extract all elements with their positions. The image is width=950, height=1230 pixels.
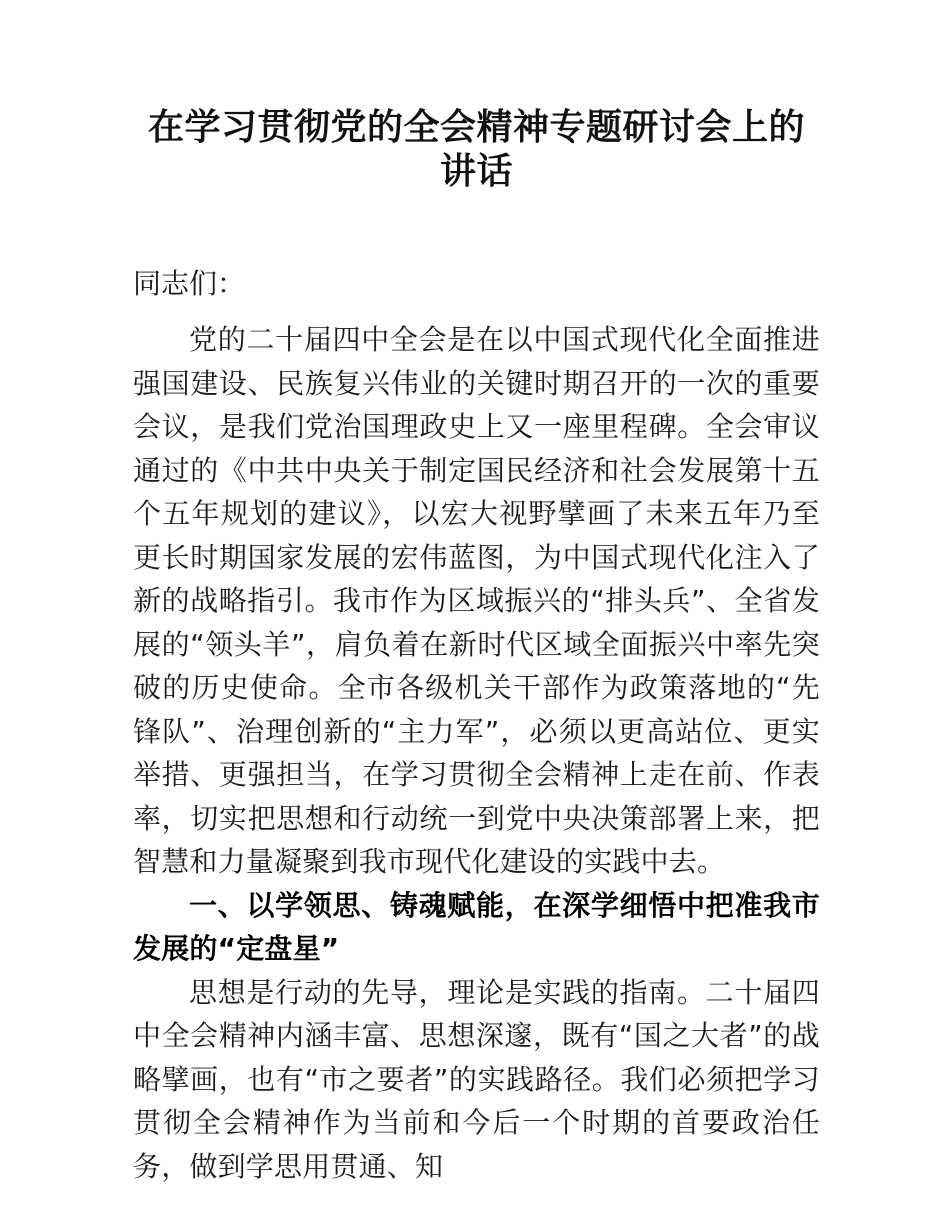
paragraph-opening: 党的二十届四中全会是在以中国式现代化全面推进强国建设、民族复兴伟业的关键时期召开的一次的重要会议，是我们党治国理政史上又一座里程碑。全会审议通过的《中共中央关于制定国民经济和社会发展第十五个五年规划的建议》，以宏大视野擘画了未来五年乃至更长时期国家发展的宏伟蓝图，为中国式现代化注入了新的战略指引。我市作为区域振兴的“排头兵”、全省发展的“领头羊”，肩负着在新时代区域全面振兴中率先突破的历史使命。全市各级机关干部作为政策落地的“先锋队”、治理创新的“主力军”，必须以更高站位、更实举措、更强担当，在学习贯彻全会精神上走在前、作表率，切实把思想和行动统一到党中央决策部署上来，把智慧和力量凝聚到我市现代化建设的实践中去。 [133,323,820,878]
section-heading-one: 一、以学领思、铸魂赋能，在深学细悟中把准我市发展的“定盘星” [133,888,820,965]
salutation: 同志们： [133,267,246,300]
page-title: 在学习贯彻党的全会精神专题研讨会上的讲话 [147,106,805,192]
body-text-flow [133,318,820,1188]
paragraph-section-one-body: 思想是行动的先导，理论是实践的指南。二十届四中全会精神内涵丰富、思想深邃，既有“国之大者”的战略擘画，也有“市之要者”的实践路径。我们必须把学习贯彻全会精神作为当前和今后一个时期的首要政治任务，做到学思用贯通、知 [133,975,820,1183]
